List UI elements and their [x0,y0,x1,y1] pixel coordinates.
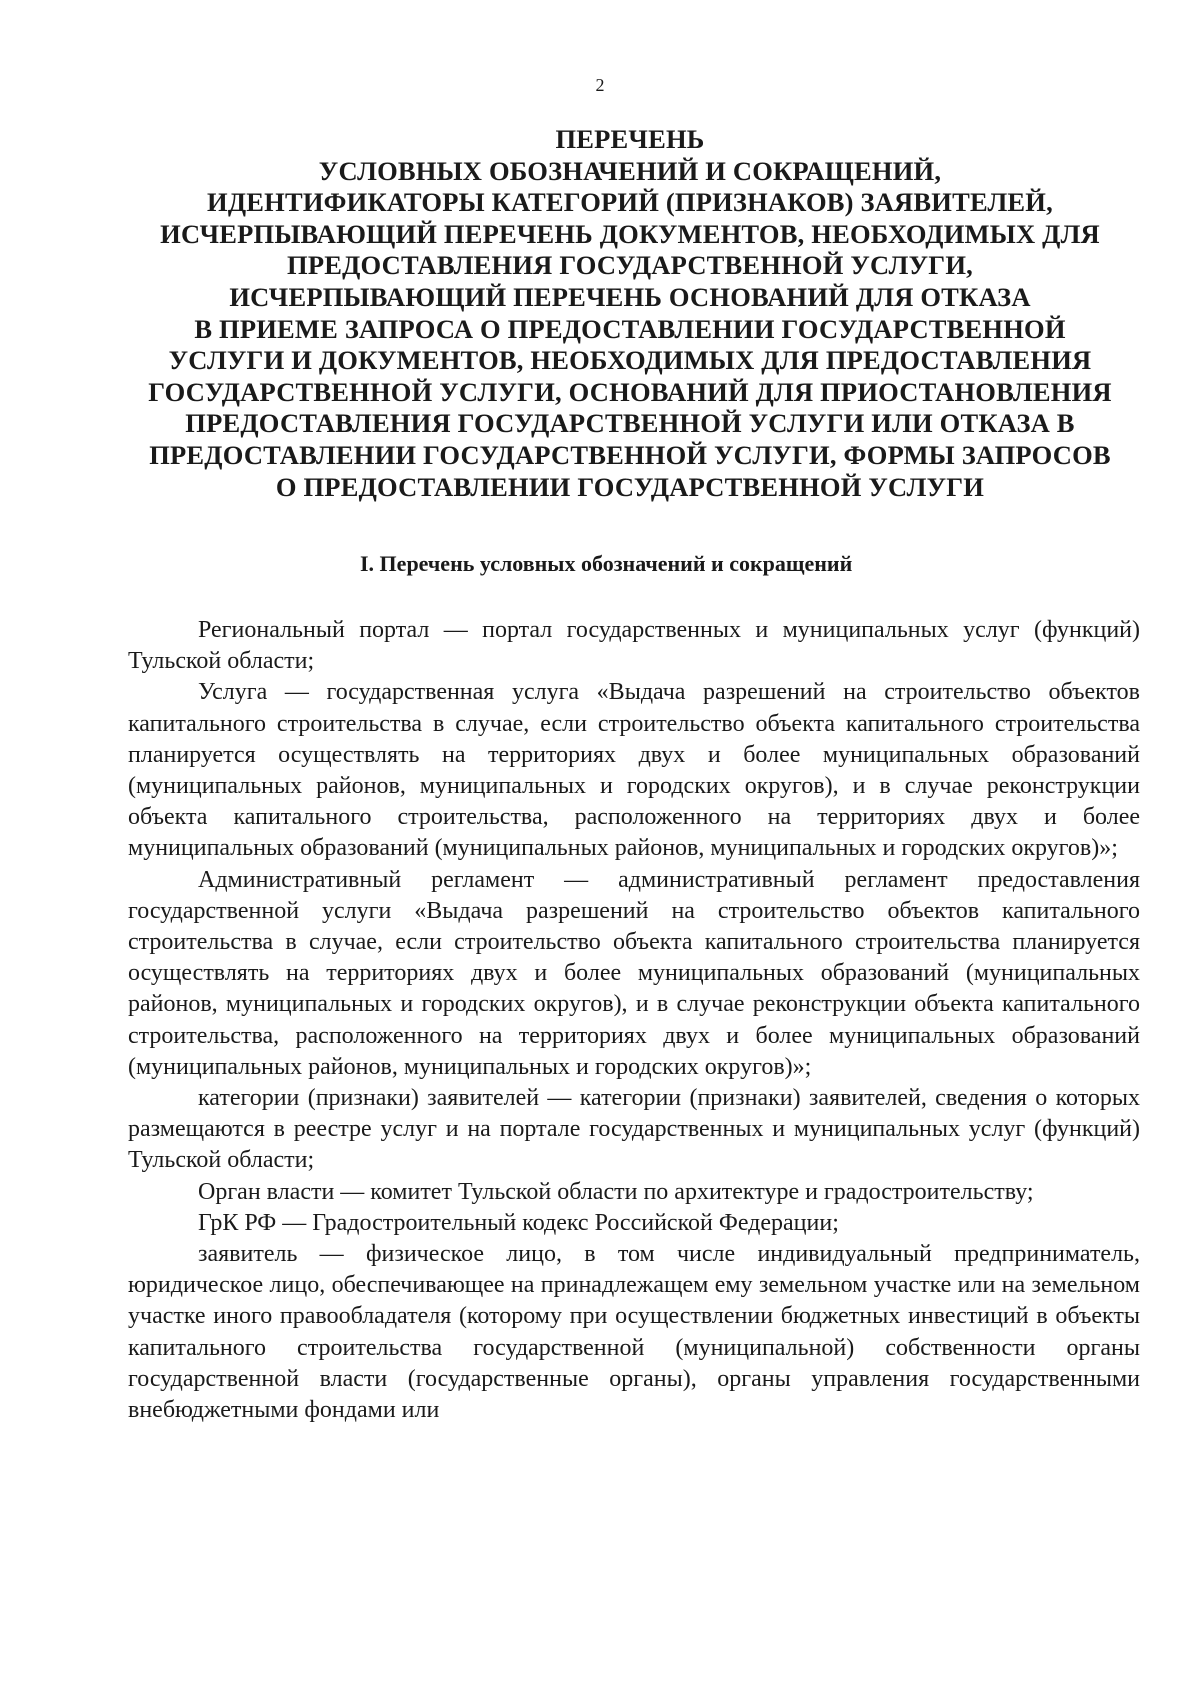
title-line: О ПРЕДОСТАВЛЕНИИ ГОСУДАРСТВЕННОЙ УСЛУГИ [275,471,985,502]
definition-applicant-categories: категории (признаки) заявителей — категории (признаки) заявителей, сведения о которых размещаются в реестре услуг и на портале государственных и муниципальных услуг (функций) Тульской области; [128,1085,1140,1174]
definition-applicant: заявитель — физическое лицо, в том числе индивидуальный предприниматель, юридическое лицо, обеспечивающее на принадлежащем ему земельном участке или на земельном участке иного правообладателя (которому при осуществлении бюджетных инвестиций в объекты капитального строительства государственной (муниципальной) собственности органы государственной власти (государственные органы), органы управления государственными внебюджетными фондами или [128,1241,1140,1424]
title-line: В ПРИЕМЕ ЗАПРОСА О ПРЕДОСТАВЛЕНИИ ГОСУДАРСТВЕННОЙ [194,313,1066,344]
definition-authority: Орган власти — комитет Тульской области по архитектуре и градостроительству; [198,1178,1034,1205]
title-line: ГОСУДАРСТВЕННОЙ УСЛУГИ, ОСНОВАНИЙ ДЛЯ ПРИОСТАНОВЛЕНИЯ [148,376,1112,407]
definition-administrative-regulation: Административный регламент — административный регламент предоставления государственной услуги «Выдача разрешений на строительство объектов капитального строительства в случае, если строительство объекта капитального строительства планируется осуществлять на территориях двух и более муниципальных образований (муниципальных районов, муниципальных и городских округов), и в случае реконструкции объекта капитального строительства, расположенного на территориях двух и более муниципальных образований (муниципальных районов, муниципальных и городских округов)»; [128,866,1140,1080]
title-line: ПРЕДОСТАВЛЕНИЯ ГОСУДАРСТВЕННОЙ УСЛУГИ, [287,250,973,281]
definition-grk-rf: ГрК РФ — Градостроительный кодекс Российской Федерации; [198,1209,839,1236]
title-line: ИСЧЕРПЫВАЮЩИЙ ПЕРЕЧЕНЬ ОСНОВАНИЙ ДЛЯ ОТКАЗА [229,281,1031,312]
title-line: УСЛОВНЫХ ОБОЗНАЧЕНИЙ И СОКРАЩЕНИЙ, [318,155,942,186]
document-body [128,615,1140,1426]
section-heading: I. Перечень условных обозначений и сокращений [360,551,853,576]
title-line: ПРЕДОСТАВЛЕНИИ ГОСУДАРСТВЕННОЙ УСЛУГИ, ФОРМЫ ЗАПРОСОВ [149,439,1111,470]
title-line: ПЕРЕЧЕНЬ [555,124,705,154]
title-line: УСЛУГИ И ДОКУМЕНТОВ, НЕОБХОДИМЫХ ДЛЯ ПРЕДОСТАВЛЕНИЯ [168,345,1092,376]
title-line: ПРЕДОСТАВЛЕНИЯ ГОСУДАРСТВЕННОЙ УСЛУГИ ИЛИ ОТКАЗА В [185,408,1075,439]
definition-service: Услуга — государственная услуга «Выдача разрешений на строительство объектов капитального строительства в случае, если строительство объекта капитального строительства планируется осуществлять на территориях двух и более муниципальных образований (муниципальных районов, муниципальных и городских округов), и в случае реконструкции объекта капитального строительства, расположенного на территориях двух и более муниципальных образований (муниципальных районов, муниципальных и городских округов)»; [128,679,1140,862]
title-line: ИСЧЕРПЫВАЮЩИЙ ПЕРЕЧЕНЬ ДОКУМЕНТОВ, НЕОБХОДИМЫХ ДЛЯ [160,218,1100,249]
definition-regional-portal: Региональный портал — портал государственных и муниципальных услуг (функций) Тульской области; [128,617,1140,675]
document-title [125,124,1135,503]
title-line: ИДЕНТИФИКАТОРЫ КАТЕГОРИЙ (ПРИЗНАКОВ) ЗАЯВИТЕЛЕЙ, [207,187,1053,218]
page-number: 2 [595,75,605,95]
